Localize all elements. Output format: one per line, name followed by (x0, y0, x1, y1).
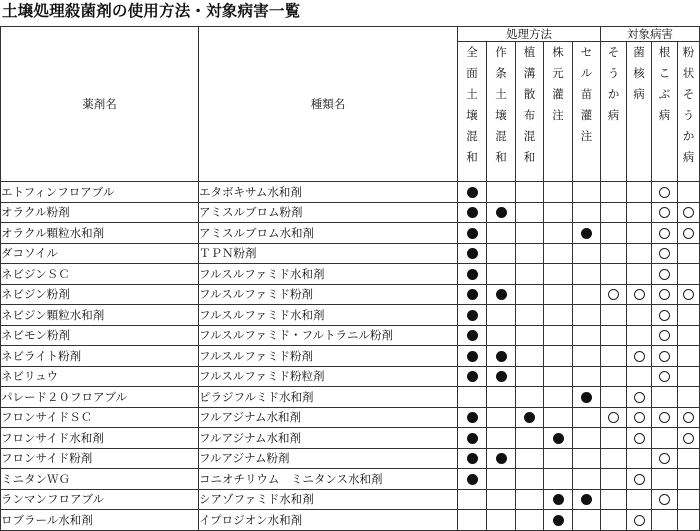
method-cell (458, 510, 487, 531)
open-circle-mark (634, 289, 645, 300)
type-name: フルアジナム水和剤 (199, 407, 458, 428)
table-row (1, 387, 700, 408)
method-cell (487, 448, 516, 469)
method-cell (544, 448, 573, 469)
disease-cell (652, 202, 678, 223)
method-header-5: セ ル 苗 灌 注 (573, 42, 601, 182)
type-name: フルスルファミド粉粒剤 (199, 366, 458, 387)
disease-cell (601, 202, 627, 223)
method-cell (458, 264, 487, 285)
type-name: エタボキサム水和剤 (199, 182, 458, 203)
disease-cell (652, 448, 678, 469)
open-circle-mark (683, 228, 694, 239)
open-circle-mark (608, 289, 619, 300)
method-cell (516, 243, 544, 264)
disease-cell (627, 243, 652, 264)
disease-cell (627, 366, 652, 387)
disease-cell (678, 346, 700, 367)
open-circle-mark (634, 351, 645, 362)
method-cell (487, 407, 516, 428)
open-circle-mark (634, 433, 645, 444)
filled-circle-mark (467, 433, 478, 444)
disease-cell (627, 510, 652, 531)
drug-name: ダコソイル (1, 243, 199, 264)
disease-cell (627, 284, 652, 305)
type-name: イプロジオン水和剤 (199, 510, 458, 531)
method-group-header: 処理方法 (458, 27, 601, 42)
method-cell (516, 223, 544, 244)
method-cell (573, 387, 601, 408)
method-cell (516, 182, 544, 203)
filled-circle-mark (524, 412, 535, 423)
table-row (1, 305, 700, 326)
drug-name: ネビジン粉剤 (1, 284, 199, 305)
disease-cell (627, 387, 652, 408)
table-row (1, 325, 700, 346)
table-row (1, 264, 700, 285)
open-circle-mark (683, 289, 694, 300)
disease-cell (601, 469, 627, 490)
disease-cell (652, 284, 678, 305)
filled-circle-mark (467, 248, 478, 259)
disease-cell (678, 489, 700, 510)
method-cell (544, 366, 573, 387)
method-cell (458, 366, 487, 387)
open-circle-mark (659, 310, 670, 321)
method-cell (516, 346, 544, 367)
method-cell (544, 202, 573, 223)
type-name: フルスルファミド・フルトラニル粉剤 (199, 325, 458, 346)
disease-cell (652, 387, 678, 408)
open-circle-mark (683, 433, 694, 444)
method-cell (487, 469, 516, 490)
open-circle-mark (659, 207, 670, 218)
method-cell (487, 366, 516, 387)
table-row (1, 182, 700, 203)
method-cell (544, 489, 573, 510)
open-circle-mark (634, 474, 645, 485)
disease-cell (678, 448, 700, 469)
disease-cell (678, 202, 700, 223)
disease-cell (627, 448, 652, 469)
method-cell (544, 407, 573, 428)
table-row (1, 469, 700, 490)
drug-name: ネビジン顆粒水和剤 (1, 305, 199, 326)
method-cell (487, 346, 516, 367)
disease-group-header: 対象病害 (601, 27, 700, 42)
disease-cell (627, 264, 652, 285)
drug-name: エトフィンフロアブル (1, 182, 199, 203)
method-cell (573, 448, 601, 469)
disease-cell (678, 510, 700, 531)
open-circle-mark (659, 453, 670, 464)
method-cell (516, 407, 544, 428)
method-cell (516, 202, 544, 223)
drug-name: オラクル顆粒水和剤 (1, 223, 199, 244)
disease-cell (652, 346, 678, 367)
disease-cell (652, 366, 678, 387)
method-cell (573, 325, 601, 346)
method-cell (573, 223, 601, 244)
filled-circle-mark (581, 392, 592, 403)
open-circle-mark (683, 207, 694, 218)
method-cell (458, 325, 487, 346)
method-cell (458, 489, 487, 510)
disease-cell (652, 469, 678, 490)
disease-cell (601, 346, 627, 367)
disease-cell (601, 284, 627, 305)
disease-header-3: 根 こ ぶ 病 (652, 42, 678, 182)
method-cell (516, 264, 544, 285)
disease-cell (678, 243, 700, 264)
disease-cell (601, 510, 627, 531)
drug-name: ネビリュウ (1, 366, 199, 387)
filled-circle-mark (467, 453, 478, 464)
disease-cell (601, 448, 627, 469)
method-header-1: 全 面 土 壌 混 和 (458, 42, 487, 182)
disease-cell (601, 407, 627, 428)
disease-cell (601, 428, 627, 449)
disease-cell (652, 325, 678, 346)
disease-cell (601, 223, 627, 244)
disease-cell (601, 489, 627, 510)
method-cell (544, 346, 573, 367)
disease-cell (627, 428, 652, 449)
type-name: フルスルファミド水和剤 (199, 305, 458, 326)
filled-circle-mark (553, 494, 564, 505)
drug-name: フロンサイド水和剤 (1, 428, 199, 449)
type-name: アミスルブロム粉剤 (199, 202, 458, 223)
type-name: ピラジフルミド水和剤 (199, 387, 458, 408)
type-name: フルスルファミド粉剤 (199, 346, 458, 367)
filled-circle-mark (496, 351, 507, 362)
drug-name: ネビモン粉剤 (1, 325, 199, 346)
method-cell (573, 407, 601, 428)
filled-circle-mark (467, 330, 478, 341)
disease-header-4: 粉 状 そ う か 病 (678, 42, 700, 182)
disease-cell (652, 489, 678, 510)
method-cell (487, 305, 516, 326)
method-cell (487, 510, 516, 531)
type-name: シアゾファミド水和剤 (199, 489, 458, 510)
open-circle-mark (683, 412, 694, 423)
method-cell (573, 243, 601, 264)
filled-circle-mark (553, 433, 564, 444)
table-row (1, 223, 700, 244)
disease-header-2: 菌 核 病 (627, 42, 652, 182)
open-circle-mark (659, 289, 670, 300)
disease-cell (627, 223, 652, 244)
method-cell (516, 510, 544, 531)
filled-circle-mark (467, 187, 478, 198)
method-cell (458, 182, 487, 203)
open-circle-mark (634, 515, 645, 526)
method-header-2: 作 条 土 壌 混 和 (487, 42, 516, 182)
method-cell (458, 346, 487, 367)
open-circle-mark (659, 351, 670, 362)
method-cell (544, 469, 573, 490)
method-cell (458, 202, 487, 223)
type-name: ＴＰＮ粉剤 (199, 243, 458, 264)
table-row (1, 448, 700, 469)
drug-name: フロンサイド粉剤 (1, 448, 199, 469)
method-cell (487, 387, 516, 408)
method-cell (487, 428, 516, 449)
disease-cell (627, 489, 652, 510)
table-row (1, 284, 700, 305)
table-row (1, 407, 700, 428)
disease-cell (678, 223, 700, 244)
table-row (1, 346, 700, 367)
method-cell (573, 202, 601, 223)
open-circle-mark (659, 412, 670, 423)
method-cell (487, 284, 516, 305)
open-circle-mark (634, 392, 645, 403)
method-cell (458, 243, 487, 264)
method-cell (516, 284, 544, 305)
method-cell (544, 387, 573, 408)
open-circle-mark (608, 412, 619, 423)
method-cell (458, 428, 487, 449)
table-row (1, 428, 700, 449)
method-cell (573, 264, 601, 285)
filled-circle-mark (467, 207, 478, 218)
table-row (1, 202, 700, 223)
filled-circle-mark (496, 207, 507, 218)
filled-circle-mark (467, 310, 478, 321)
disease-cell (678, 469, 700, 490)
filled-circle-mark (467, 289, 478, 300)
disease-cell (627, 325, 652, 346)
method-cell (573, 366, 601, 387)
method-cell (573, 284, 601, 305)
disease-cell (678, 264, 700, 285)
method-cell (516, 428, 544, 449)
method-cell (516, 489, 544, 510)
disease-cell (627, 305, 652, 326)
filled-circle-mark (467, 474, 478, 485)
filled-circle-mark (496, 289, 507, 300)
method-cell (458, 407, 487, 428)
method-cell (544, 182, 573, 203)
disease-cell (601, 387, 627, 408)
disease-cell (652, 305, 678, 326)
table-row (1, 489, 700, 510)
type-name: アミスルブロム水和剤 (199, 223, 458, 244)
method-cell (544, 264, 573, 285)
method-cell (516, 366, 544, 387)
disease-cell (652, 243, 678, 264)
method-cell (487, 202, 516, 223)
table-row (1, 510, 700, 531)
open-circle-mark (659, 269, 670, 280)
method-header-4: 株 元 灌 注 (544, 42, 573, 182)
method-cell (458, 469, 487, 490)
drug-name: パレード２０フロアブル (1, 387, 199, 408)
method-cell (516, 305, 544, 326)
method-cell (487, 243, 516, 264)
disease-cell (601, 305, 627, 326)
filled-circle-mark (467, 371, 478, 382)
disease-cell (652, 510, 678, 531)
drug-name: ネビライト粉剤 (1, 346, 199, 367)
disease-cell (627, 202, 652, 223)
filled-circle-mark (581, 228, 592, 239)
fungicide-table (0, 26, 700, 531)
filled-circle-mark (553, 515, 564, 526)
drug-name: ネビジンＳＣ (1, 264, 199, 285)
filled-circle-mark (496, 453, 507, 464)
method-cell (573, 305, 601, 326)
open-circle-mark (659, 248, 670, 259)
disease-cell (678, 366, 700, 387)
type-name: フルスルファミド粉剤 (199, 284, 458, 305)
method-cell (458, 305, 487, 326)
disease-cell (652, 428, 678, 449)
disease-cell (678, 387, 700, 408)
method-cell (516, 387, 544, 408)
disease-cell (678, 407, 700, 428)
disease-cell (652, 407, 678, 428)
method-cell (458, 284, 487, 305)
method-cell (573, 510, 601, 531)
disease-cell (627, 346, 652, 367)
disease-cell (678, 325, 700, 346)
disease-cell (601, 325, 627, 346)
open-circle-mark (659, 371, 670, 382)
disease-cell (627, 407, 652, 428)
filled-circle-mark (467, 228, 478, 239)
method-cell (458, 223, 487, 244)
method-cell (544, 223, 573, 244)
disease-cell (678, 284, 700, 305)
method-cell (516, 325, 544, 346)
method-cell (487, 489, 516, 510)
type-name: フルアジナム粉剤 (199, 448, 458, 469)
method-cell (458, 387, 487, 408)
open-circle-mark (659, 228, 670, 239)
method-cell (544, 243, 573, 264)
disease-cell (601, 182, 627, 203)
disease-cell (678, 182, 700, 203)
open-circle-mark (659, 187, 670, 198)
drug-name: ロブラール水和剤 (1, 510, 199, 531)
method-cell (544, 284, 573, 305)
disease-cell (601, 264, 627, 285)
filled-circle-mark (467, 351, 478, 362)
filled-circle-mark (496, 371, 507, 382)
disease-cell (678, 305, 700, 326)
method-cell (487, 182, 516, 203)
disease-cell (678, 428, 700, 449)
method-cell (573, 489, 601, 510)
table-row (1, 243, 700, 264)
method-cell (516, 469, 544, 490)
method-header-3: 植 溝 散 布 混 和 (516, 42, 544, 182)
method-cell (544, 428, 573, 449)
table-row (1, 366, 700, 387)
disease-cell (601, 243, 627, 264)
method-cell (544, 510, 573, 531)
open-circle-mark (659, 494, 670, 505)
method-cell (487, 325, 516, 346)
method-cell (544, 325, 573, 346)
type-name: フルスルファミド水和剤 (199, 264, 458, 285)
method-cell (573, 182, 601, 203)
disease-cell (627, 469, 652, 490)
disease-cell (652, 223, 678, 244)
disease-cell (601, 366, 627, 387)
disease-cell (652, 182, 678, 203)
drug-header: 薬剤名 (1, 27, 199, 182)
method-cell (573, 469, 601, 490)
filled-circle-mark (581, 494, 592, 505)
drug-name: オラクル粉剤 (1, 202, 199, 223)
method-cell (458, 448, 487, 469)
type-header: 種類名 (199, 27, 458, 182)
method-cell (487, 223, 516, 244)
drug-name: ミニタンＷＧ (1, 469, 199, 490)
disease-cell (652, 264, 678, 285)
open-circle-mark (659, 330, 670, 341)
drug-name: ランマンフロアブル (1, 489, 199, 510)
filled-circle-mark (467, 269, 478, 280)
type-name: コニオチリウム ミニタンス水和剤 (199, 469, 458, 490)
method-cell (573, 346, 601, 367)
method-cell (544, 305, 573, 326)
disease-header-1: そ う か 病 (601, 42, 627, 182)
method-cell (516, 448, 544, 469)
method-cell (573, 428, 601, 449)
disease-cell (627, 182, 652, 203)
method-cell (487, 264, 516, 285)
page-title: 土壌処理殺菌剤の使用方法・対象病害一覧 (2, 2, 301, 20)
drug-name: フロンサイドＳＣ (1, 407, 199, 428)
open-circle-mark (634, 412, 645, 423)
filled-circle-mark (467, 412, 478, 423)
type-name: フルアジナム水和剤 (199, 428, 458, 449)
